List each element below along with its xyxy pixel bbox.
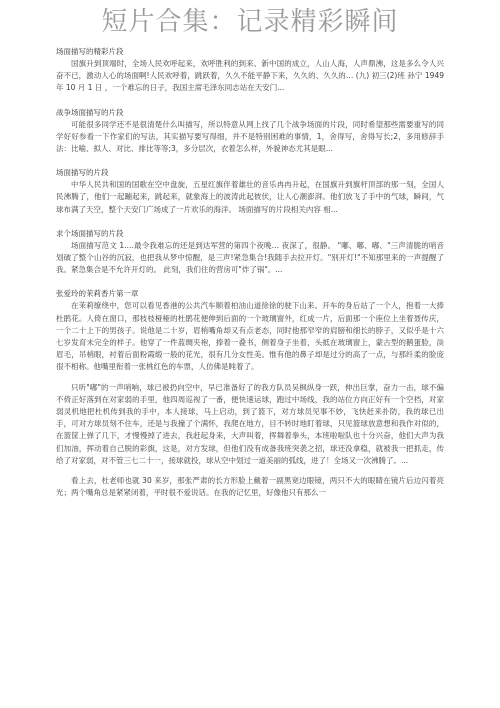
section-1 bbox=[56, 46, 444, 95]
section-5 bbox=[56, 288, 444, 467]
section-3 bbox=[56, 167, 444, 216]
section-paragraph: 只听"嘟"的一声哨响，球已被扔向空中，早已准备好了的我方队员吴枫纵身一跃，伸出巨掌，奋力一击，球不偏不倚正好落到在对家弱的手里，他四周巡视了一番，便快速运球，跑过中场线，我的站位方向正好有一个空档，对家弱灵机地把杜机传到我的手中，本人接球，马上启动，到了篮下，对方球员见事不妙，飞快赶来扑防，我的球已出手，可对方球员刻不住车，还是与我撞了个满怀，我爬在地方，目不转时地盯着球，只见篮球放意想和我作对似的，在篮筐上弹了几下，才慢慢掉了进去，我赶起身来，大声叫着，挥舞着拳头，本班啦啦队也十分兴奋，他们大声为我们加油，挥动着自己脱的彩旗，这是，对方发球，但他们没有成备我班突袭之招，球还没拿稳，就被我一把抓走，传给了对家弱，对不管三七二十一，接球就投，球从空中划过一道美丽的弧线，进了！全场又一次沸腾了。... bbox=[56, 382, 444, 465]
section-heading: 场面描写的精彩片段 bbox=[56, 47, 124, 56]
section-heading: 张爱玲的茉莉香片第一章 bbox=[56, 289, 139, 299]
section-paragraph: 中华人民共和国的国歌在空中盘旋，五星红旗伴着雄壮的音乐冉冉升起，在国旗升到旗杆顶部的那一刻，全国人民沸腾了，他们一起蹦起来，跳起来，就象海上的波涛此起彼伏，让人心潮澎湃。他们放飞了手中的气球，瞬间，气球布满了天空，整个天安门广场成了一片欢乐的海洋。 场面描写的片段相关内容 相... bbox=[56, 180, 444, 214]
section-heading: 场面描写的片段 bbox=[56, 168, 109, 178]
section-6 bbox=[56, 475, 444, 499]
section-heading: 战争场面描写的片段 bbox=[56, 107, 124, 117]
section-paragraph: 在茉莉缭绕中，您可以看见香港的公共汽车顺着柏油山道徐徐的驶下山来。开车的身后站了一个人，抱着一大捧杜鹃花。人倚在窗口，那枝枝桠桠的杜鹃花便伸到后面的一个玻璃窗外，红成一片，后面那一个座位上坐着聂传庆，一个二十上下的男孩子。说他是二十岁，眉梢嘴角却又有点老态，同时他那窄窄的肩膀和细长的脖子，又似乎是十六七岁发育未完全的样子。他穿了一件蓝绸夹袍，捧着一叠书，侧着身子坐着，头抵在玻璃窗上，蒙古型的鹅蛋脸，淡眉毛，吊梢眼，衬着后面粉霞缎一般的花光，很有几分女性美。惟有他的鼻子却是过分的高了一点，与那纤柔的脸庞很不相称。他嘴里衔着一张桃红色的车票，人仿佛是盹着了。 bbox=[56, 301, 444, 372]
section-paragraph: 可能很多同学还不是很清楚什么叫描写，所以特意从网上找了几个战争场面的片段，同时希望那些需要重写的同学好好参看一下作家们的写法，其实描写要写得细，并不是特别困难的事情，1，舍得写，舍得写长;2，多用修辞手法：比喻、拟人、对比、排比等等;3，多分层次，衣着怎么样，外貌神态尤其是眼... bbox=[56, 119, 444, 154]
section-paragraph: 国旗升到顶端时，全场人民欢呼起来，欢呼胜利的到来、新中国的成立，人山人海，人声鼎沸，这是多么令人兴奋不已，激动人心的场面啊!人民欢呼着，跳跃着，久久不能平静下来，久久的、久久的… (九) 初三(2)班 孙宁 1949 年 10 月 1 日 ，一个难忘的日子，我国主席毛泽东同志站在天安门... bbox=[56, 59, 444, 93]
section-2 bbox=[56, 107, 444, 156]
section-4 bbox=[56, 228, 444, 277]
document-title: 短片合集：记录精彩瞬间 bbox=[101, 7, 399, 37]
section-heading: 求个场面描写的片段 bbox=[56, 228, 124, 238]
section-paragraph: 场面描写范文 1.…最令我难忘的还是到达军营的第四个夜晚… 夜深了，很静。 "嘟、嘟、嘟、"三声清脆的哨音划破了整个山谷的沉寂，也把我从梦中惊醒，是三声!紧急集合!我随手去拉开灯。"别开灯!"不知那里来的一声提醒了我。紧急集合是不允许开灯的。 此刻，我们住的营房可"炸了锅"。... bbox=[56, 240, 444, 275]
section-paragraph: 看上去，杜老师也就 30 来岁，那张严肃的长方形脸上戴着一副黑宽边眼镜，两只不大的眼睛在镜片后边闪着亮光；两个嘴角总是紧紧闭着，平时很不爱说话。在我的记忆里，好像他只有那么一 bbox=[56, 476, 444, 498]
